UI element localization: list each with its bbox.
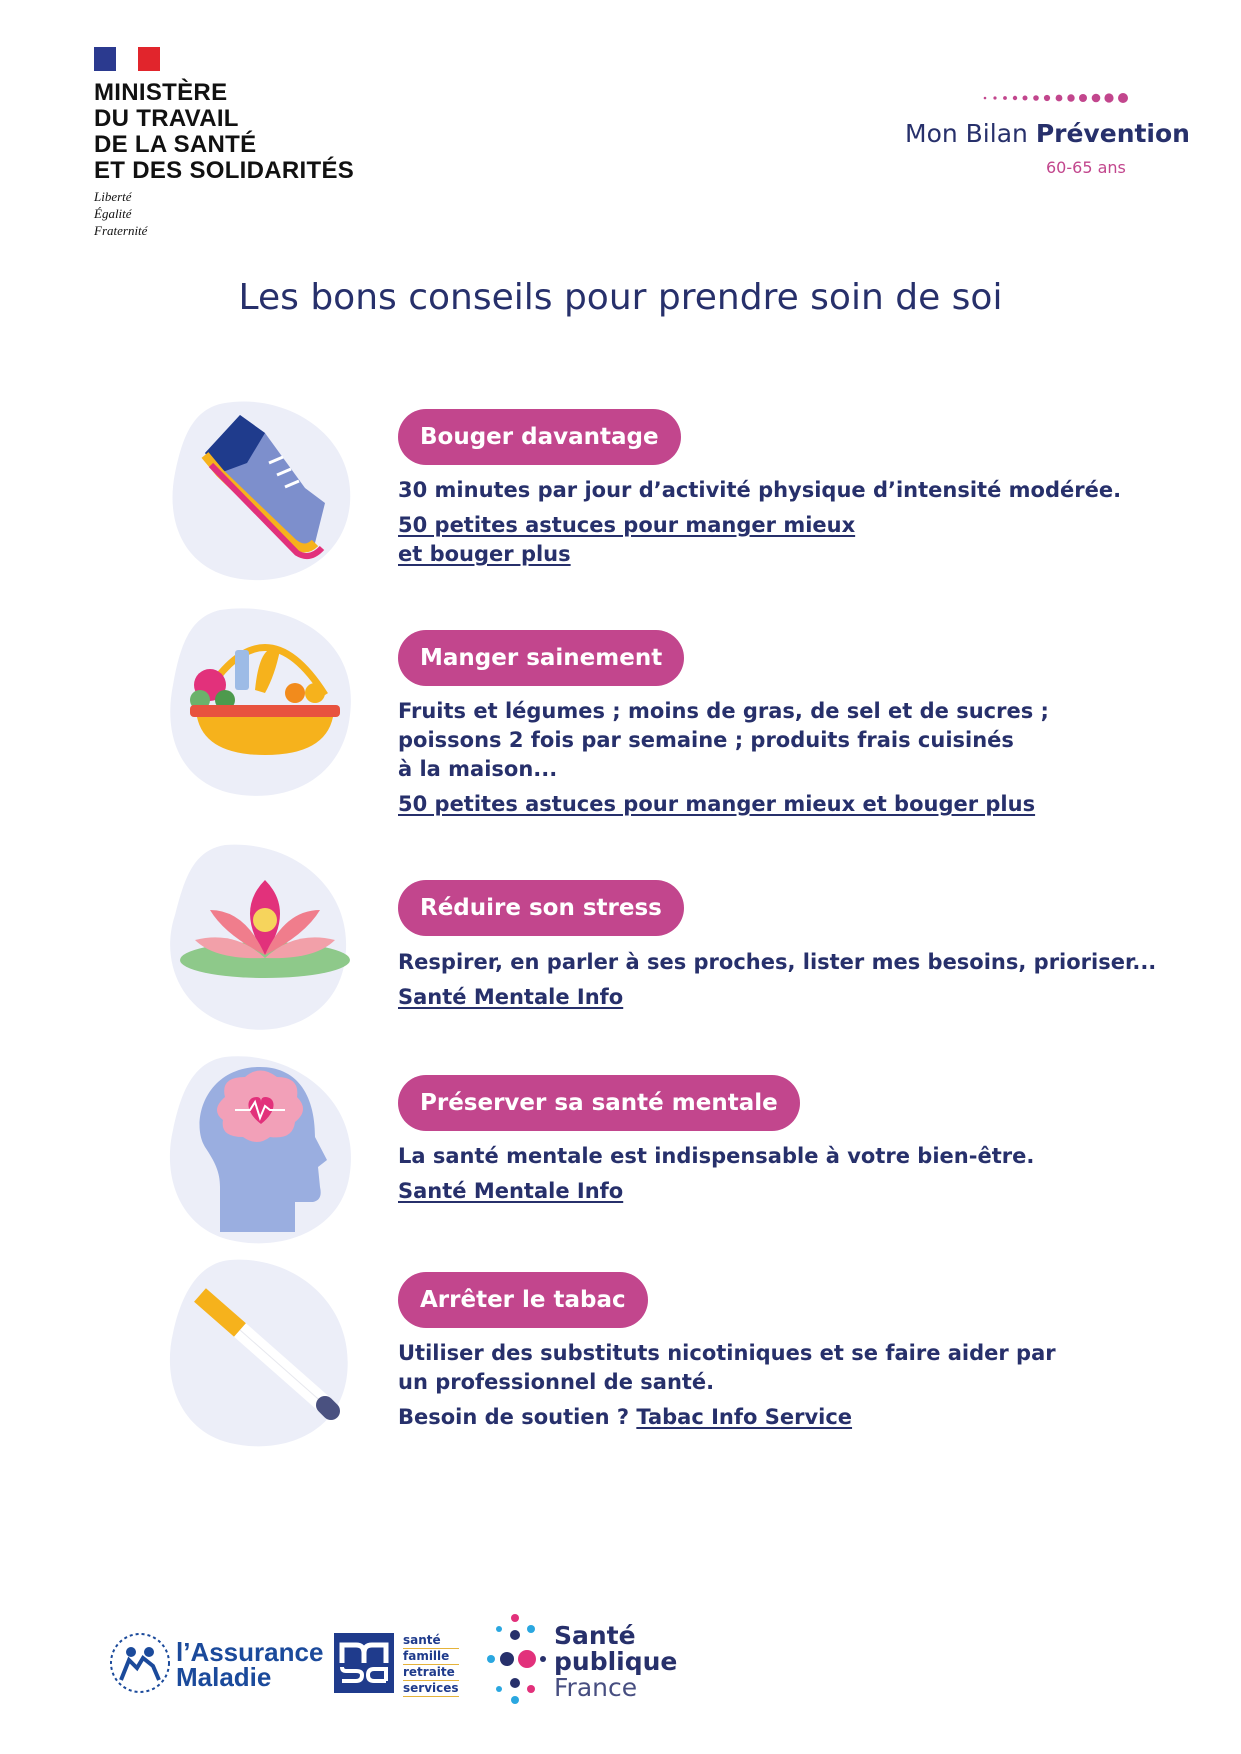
tip-description bbox=[398, 948, 1156, 977]
msa-taglines bbox=[403, 1633, 459, 1697]
ministry-line: DU TRAVAIL bbox=[94, 105, 239, 132]
sante-mentale-info-link[interactable] bbox=[398, 983, 623, 1012]
msa-word: services bbox=[403, 1681, 459, 1695]
tip-label-bouger: Bouger davantage bbox=[398, 409, 681, 465]
msa-word: famille bbox=[403, 1649, 459, 1665]
astuces-link[interactable] bbox=[398, 790, 1035, 819]
support-prefix: Besoin de soutien ? bbox=[398, 1405, 630, 1429]
sante-publique-france-logo bbox=[554, 1623, 677, 1701]
motto-line: Fraternité bbox=[94, 223, 148, 238]
description-line: 30 minutes par jour d’activité physique d’intensité modérée. bbox=[398, 478, 1122, 502]
page-title: Les bons conseils pour prendre soin de soi bbox=[238, 277, 1003, 318]
msa-word: santé bbox=[403, 1633, 459, 1649]
head-brain-icon bbox=[165, 1052, 365, 1252]
lotus-icon bbox=[165, 840, 365, 1040]
ministry-line: DE LA SANTÉ bbox=[94, 131, 257, 158]
ministry-logo bbox=[94, 80, 354, 239]
program-name bbox=[905, 119, 1190, 148]
msa-logo-icon bbox=[334, 1633, 394, 1693]
logo-line: France bbox=[554, 1673, 638, 1702]
program-bold: Prévention bbox=[1035, 119, 1190, 148]
tip-label-stress: Réduire son stress bbox=[398, 880, 684, 936]
tip-description bbox=[398, 697, 1049, 784]
logo-line: Maladie bbox=[176, 1662, 272, 1692]
description-line: poissons 2 fois par semaine ; produits frais cuisinés bbox=[398, 728, 1014, 752]
description-line: Utiliser des substituts nicotiniques et se faire aider par bbox=[398, 1341, 1056, 1365]
dots-decoration-icon bbox=[981, 92, 1139, 104]
sante-publique-france-logo-icon bbox=[485, 1613, 547, 1705]
republic-motto bbox=[94, 188, 354, 239]
link-line[interactable]: Santé Mentale Info bbox=[398, 985, 624, 1009]
tip-label-manger: Manger sainement bbox=[398, 630, 684, 686]
program-prefix: Mon Bilan bbox=[905, 119, 1028, 148]
tip-description bbox=[398, 1339, 1056, 1397]
description-line: Respirer, en parler à ses proches, lister mes besoins, prioriser... bbox=[398, 950, 1157, 974]
description-line: La santé mentale est indispensable à votre bien-être. bbox=[398, 1144, 1035, 1168]
tip-description bbox=[398, 476, 1121, 505]
motto-line: Liberté bbox=[94, 189, 132, 204]
logo-line: Santé bbox=[554, 1621, 636, 1650]
description-line: un professionnel de santé. bbox=[398, 1370, 715, 1394]
assurance-maladie-emblem-icon bbox=[107, 1630, 173, 1696]
sante-mentale-info-link[interactable] bbox=[398, 1177, 623, 1206]
cigarette-icon bbox=[165, 1255, 365, 1455]
tip-description bbox=[398, 1142, 1034, 1171]
ministry-line: MINISTÈRE bbox=[94, 79, 228, 106]
link-line[interactable]: Santé Mentale Info bbox=[398, 1179, 624, 1203]
tabac-info-service-link[interactable]: Tabac Info Service bbox=[636, 1405, 853, 1429]
logo-line: publique bbox=[554, 1647, 678, 1676]
description-line: Fruits et légumes ; moins de gras, de sel et de sucres ; bbox=[398, 699, 1049, 723]
description-line: à la maison... bbox=[398, 757, 558, 781]
link-line[interactable]: 50 petites astuces pour manger mieux bbox=[398, 513, 856, 537]
astuces-link[interactable] bbox=[398, 511, 855, 569]
tip-label-tabac: Arrêter le tabac bbox=[398, 1272, 648, 1328]
link-line[interactable]: 50 petites astuces pour manger mieux et bouger plus bbox=[398, 792, 1036, 816]
msa-word: retraite bbox=[403, 1665, 459, 1681]
assurance-maladie-logo bbox=[176, 1637, 324, 1692]
age-range: 60-65 ans bbox=[1046, 158, 1126, 177]
ministry-line: ET DES SOLIDARITÉS bbox=[94, 157, 355, 184]
support-line bbox=[398, 1403, 852, 1432]
link-line[interactable]: et bouger plus bbox=[398, 542, 571, 566]
food-basket-icon bbox=[165, 605, 365, 805]
french-flag-icon bbox=[94, 47, 160, 71]
logo-line: l’Assurance bbox=[176, 1637, 324, 1667]
tip-label-sante-mentale: Préserver sa santé mentale bbox=[398, 1075, 800, 1131]
shoe-icon bbox=[165, 393, 365, 593]
motto-line: Égalité bbox=[94, 206, 132, 221]
